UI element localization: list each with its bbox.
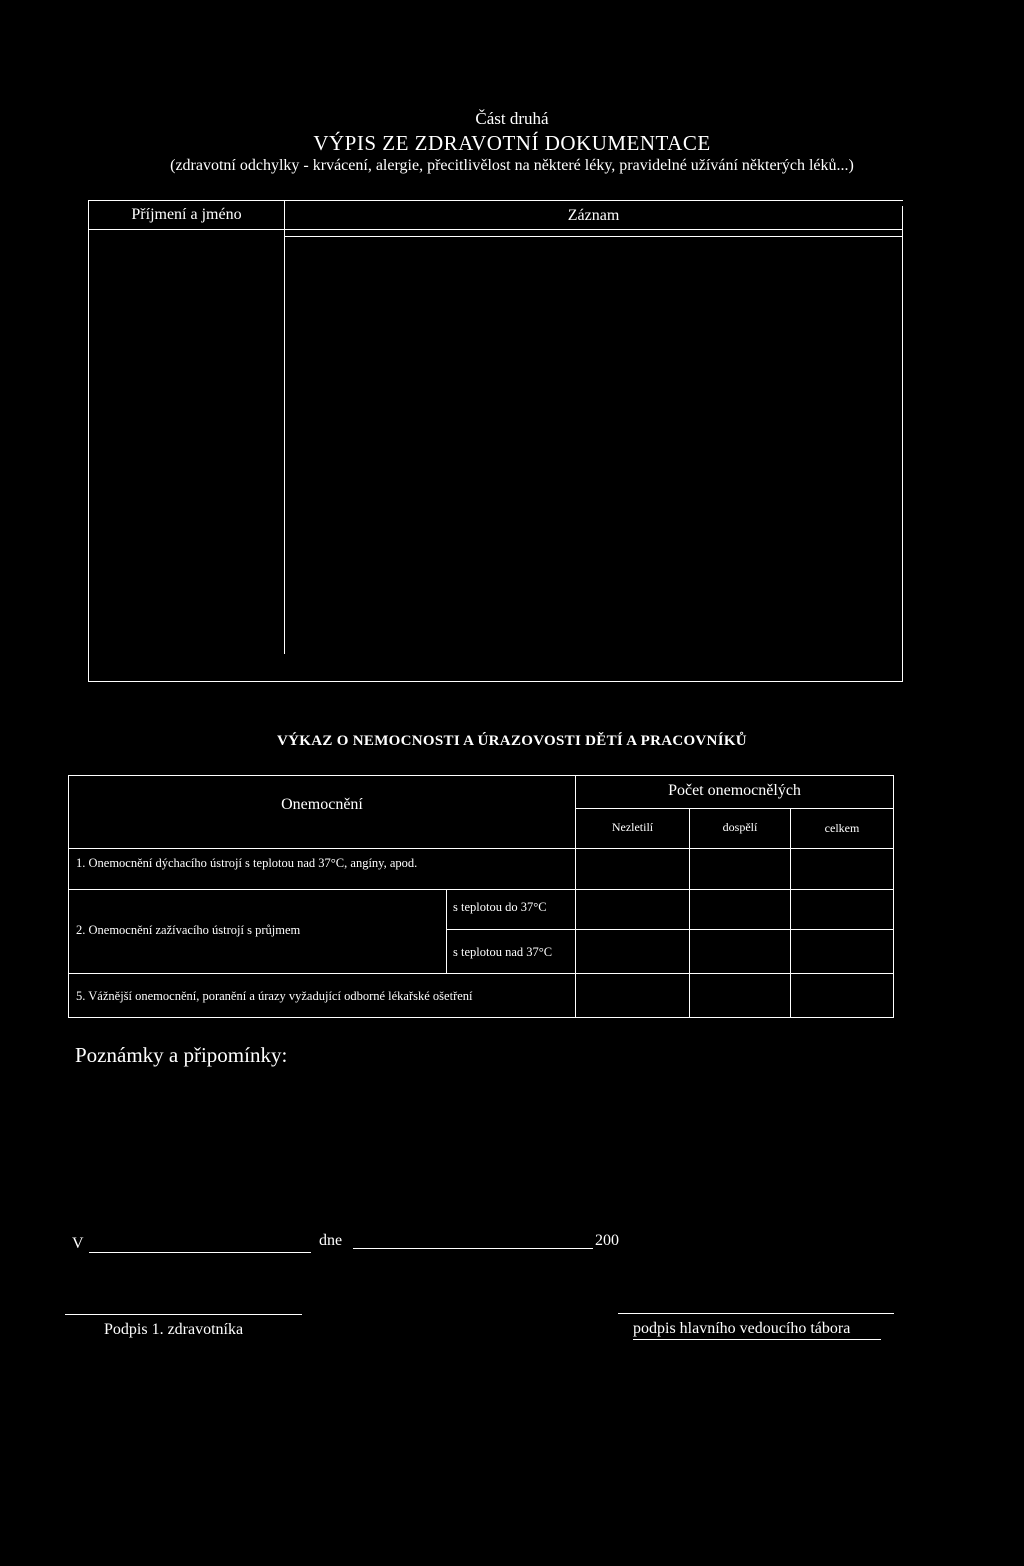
signature-line-1 (65, 1314, 302, 1315)
sub-total-header: celkem (824, 821, 860, 835)
report-title: VÝKAZ O NEMOCNOSTI A ÚRAZOVOSTI DĚTÍ A PRACOVNÍKŮ (277, 733, 747, 749)
place-blank (89, 1252, 311, 1253)
notes-label: Poznámky a připomínky: (75, 1043, 288, 1067)
row-digestive-high-temp: s teplotou nad 37°C (453, 945, 553, 959)
signature-leader: podpis hlavního vedoucího tábora (633, 1320, 851, 1337)
col-record-header: Záznam (567, 207, 620, 224)
year-prefix: 200 (595, 1232, 619, 1249)
row-digestive-low-temp: s teplotou do 37°C (453, 900, 547, 914)
place-prefix: V (72, 1235, 84, 1252)
col-name-header: Příjmení a jméno (131, 206, 242, 223)
sub-minors-header: Nezletilí (611, 820, 654, 834)
col-count-header: Počet onemocnělých (668, 782, 801, 799)
signature-underline (633, 1339, 881, 1340)
date-blank (353, 1248, 593, 1249)
date-label: dne (319, 1232, 343, 1249)
row-respiratory: 1. Onemocnění dýchacího ústrojí s teplotou nad 37°C, angíny, apod. (76, 856, 418, 870)
row-digestive: 2. Onemocnění zažívacího ústrojí s průjmem (76, 923, 301, 937)
part-label: Část druhá (475, 109, 549, 128)
row-serious-injuries: 5. Vážnější onemocnění, poranění a úrazy vyžadující odborné lékařské ošetření (76, 989, 473, 1003)
sub-adults-header: dospělí (722, 820, 758, 834)
signature-medic: Podpis 1. zdravotníka (104, 1321, 244, 1338)
signature-line-2 (618, 1313, 894, 1314)
col-illness-header: Onemocnění (281, 796, 363, 813)
document-subtitle: (zdravotní odchylky - krvácení, alergie, přecitlivělost na některé léky, pravidelné užívání některých léků...) (170, 157, 854, 174)
document-title: VÝPIS ZE ZDRAVOTNÍ DOKUMENTACE (313, 131, 711, 155)
